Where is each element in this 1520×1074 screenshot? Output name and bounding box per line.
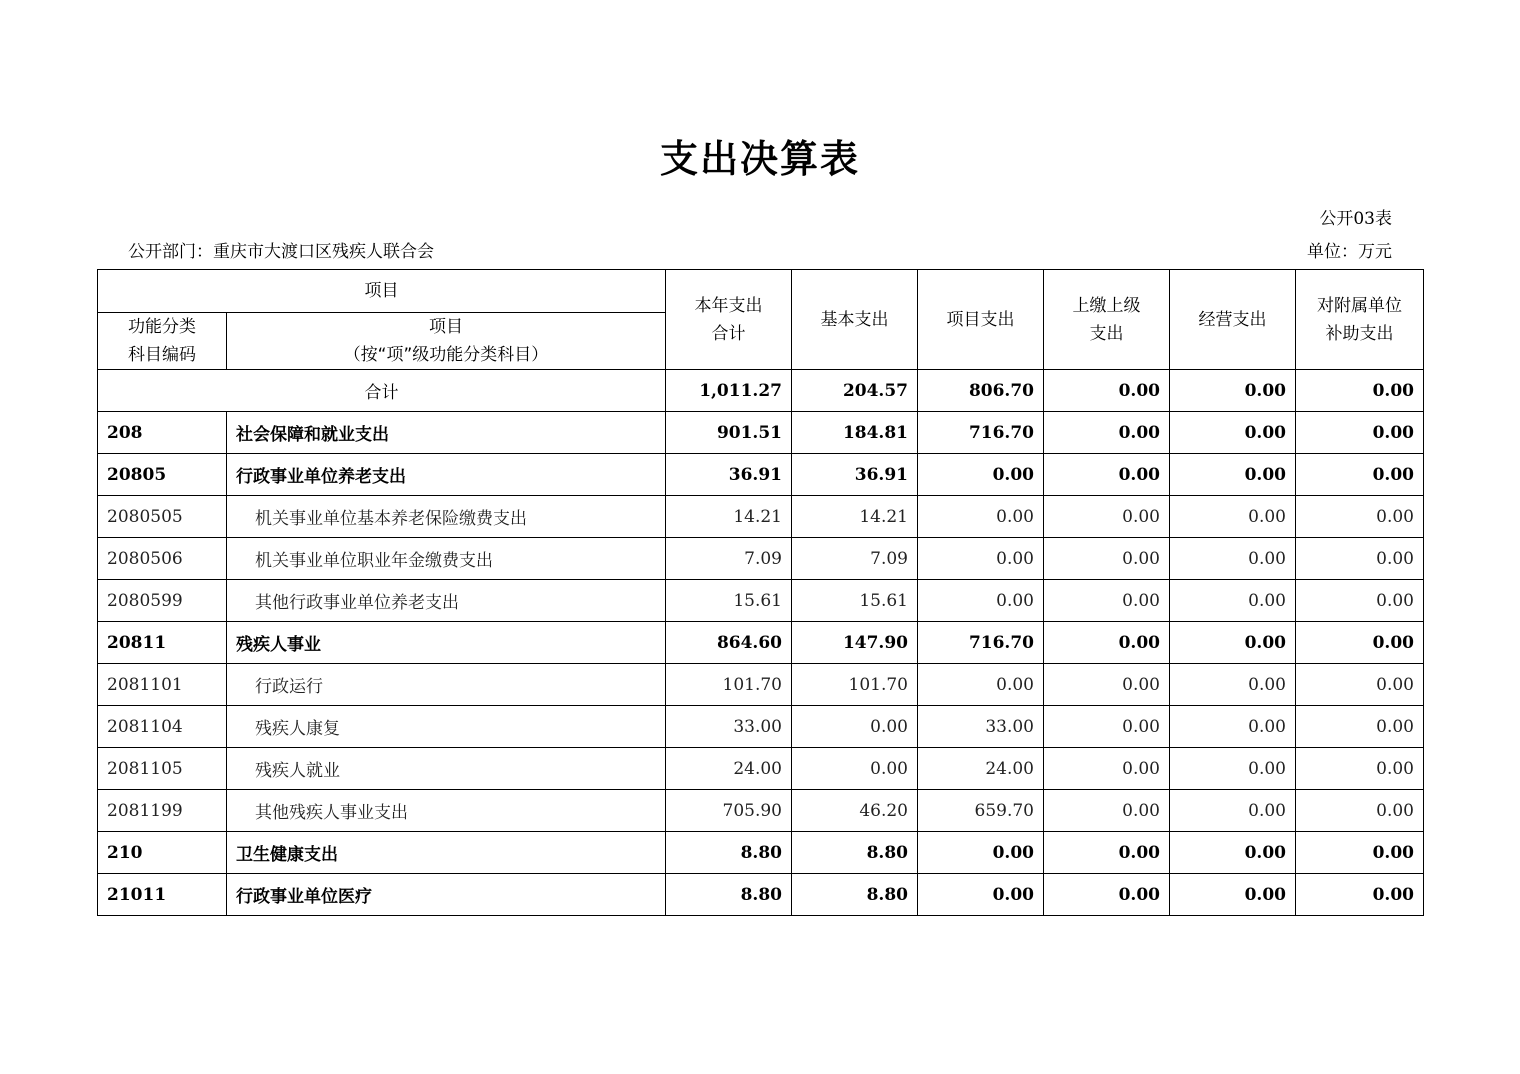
cell-subsidy: 0.00 bbox=[1296, 412, 1424, 454]
unit-label: 单位：万元 bbox=[1307, 242, 1392, 262]
header-total-line1: 本年支出 bbox=[694, 295, 763, 316]
table-row bbox=[98, 790, 1424, 832]
table-row bbox=[98, 706, 1424, 748]
cell-total: 864.60 bbox=[666, 622, 792, 664]
cell-name: 行政事业单位养老支出 bbox=[227, 454, 666, 496]
cell-upper: 0.00 bbox=[1044, 580, 1170, 622]
header-subsidy-line2: 补助支出 bbox=[1325, 323, 1394, 344]
cell-project: 716.70 bbox=[918, 622, 1044, 664]
cell-subsidy: 0.00 bbox=[1296, 580, 1424, 622]
cell-project: 806.70 bbox=[918, 370, 1044, 412]
cell-basic: 7.09 bbox=[792, 538, 918, 580]
cell-business: 0.00 bbox=[1170, 706, 1296, 748]
cell-upper: 0.00 bbox=[1044, 370, 1170, 412]
cell-upper: 0.00 bbox=[1044, 496, 1170, 538]
cell-code: 20811 bbox=[98, 622, 227, 664]
cell-code: 210 bbox=[98, 832, 227, 874]
table-row bbox=[98, 412, 1424, 454]
table-row bbox=[98, 538, 1424, 580]
cell-basic: 0.00 bbox=[792, 706, 918, 748]
cell-total: 8.80 bbox=[666, 832, 792, 874]
cell-upper: 0.00 bbox=[1044, 832, 1170, 874]
cell-name: 行政事业单位医疗 bbox=[227, 874, 666, 916]
header-project: 项目支出 bbox=[918, 270, 1044, 370]
cell-upper: 0.00 bbox=[1044, 790, 1170, 832]
cell-name: 行政运行 bbox=[227, 664, 666, 706]
cell-total: 1,011.27 bbox=[666, 370, 792, 412]
cell-code: 2081199 bbox=[98, 790, 227, 832]
cell-basic: 184.81 bbox=[792, 412, 918, 454]
cell-total: 8.80 bbox=[666, 874, 792, 916]
cell-code: 2080506 bbox=[98, 538, 227, 580]
table-row bbox=[98, 622, 1424, 664]
cell-business: 0.00 bbox=[1170, 580, 1296, 622]
cell-basic: 204.57 bbox=[792, 370, 918, 412]
cell-business: 0.00 bbox=[1170, 832, 1296, 874]
cell-total: 705.90 bbox=[666, 790, 792, 832]
cell-subsidy: 0.00 bbox=[1296, 874, 1424, 916]
cell-business: 0.00 bbox=[1170, 538, 1296, 580]
cell-subsidy: 0.00 bbox=[1296, 622, 1424, 664]
table-row bbox=[98, 580, 1424, 622]
cell-business: 0.00 bbox=[1170, 664, 1296, 706]
header-total-line2: 合计 bbox=[711, 323, 746, 344]
cell-project: 0.00 bbox=[918, 580, 1044, 622]
cell-basic: 46.20 bbox=[792, 790, 918, 832]
cell-total: 7.09 bbox=[666, 538, 792, 580]
cell-upper: 0.00 bbox=[1044, 454, 1170, 496]
cell-business: 0.00 bbox=[1170, 874, 1296, 916]
header-project-group: 项目 bbox=[98, 270, 666, 313]
cell-code: 21011 bbox=[98, 874, 227, 916]
header-total bbox=[666, 270, 792, 370]
cell-project: 0.00 bbox=[918, 832, 1044, 874]
cell-code: 208 bbox=[98, 412, 227, 454]
total-label: 合计 bbox=[98, 370, 666, 412]
cell-total: 15.61 bbox=[666, 580, 792, 622]
cell-basic: 147.90 bbox=[792, 622, 918, 664]
cell-basic: 36.91 bbox=[792, 454, 918, 496]
cell-code: 20805 bbox=[98, 454, 227, 496]
cell-total: 24.00 bbox=[666, 748, 792, 790]
cell-total: 901.51 bbox=[666, 412, 792, 454]
cell-business: 0.00 bbox=[1170, 790, 1296, 832]
cell-code: 2080599 bbox=[98, 580, 227, 622]
cell-project: 0.00 bbox=[918, 496, 1044, 538]
cell-code: 2080505 bbox=[98, 496, 227, 538]
header-item-name-line1: 项目 bbox=[429, 317, 463, 337]
cell-total: 33.00 bbox=[666, 706, 792, 748]
cell-project: 716.70 bbox=[918, 412, 1044, 454]
cell-upper: 0.00 bbox=[1044, 622, 1170, 664]
cell-name: 社会保障和就业支出 bbox=[227, 412, 666, 454]
cell-name: 其他残疾人事业支出 bbox=[227, 790, 666, 832]
table-code: 公开03表 bbox=[1319, 209, 1392, 229]
cell-project: 0.00 bbox=[918, 874, 1044, 916]
cell-project: 0.00 bbox=[918, 454, 1044, 496]
header-func-code-line2: 科目编码 bbox=[128, 345, 196, 365]
cell-name: 其他行政事业单位养老支出 bbox=[227, 580, 666, 622]
table-row bbox=[98, 874, 1424, 916]
cell-name: 机关事业单位职业年金缴费支出 bbox=[227, 538, 666, 580]
cell-basic: 15.61 bbox=[792, 580, 918, 622]
cell-project: 659.70 bbox=[918, 790, 1044, 832]
cell-project: 33.00 bbox=[918, 706, 1044, 748]
cell-business: 0.00 bbox=[1170, 622, 1296, 664]
cell-subsidy: 0.00 bbox=[1296, 706, 1424, 748]
cell-subsidy: 0.00 bbox=[1296, 370, 1424, 412]
header-basic: 基本支出 bbox=[792, 270, 918, 370]
cell-business: 0.00 bbox=[1170, 370, 1296, 412]
table-row bbox=[98, 748, 1424, 790]
cell-subsidy: 0.00 bbox=[1296, 748, 1424, 790]
header-upper-line1: 上缴上级 bbox=[1072, 295, 1141, 316]
cell-name: 残疾人事业 bbox=[227, 622, 666, 664]
cell-name: 残疾人康复 bbox=[227, 706, 666, 748]
cell-upper: 0.00 bbox=[1044, 748, 1170, 790]
cell-code: 2081104 bbox=[98, 706, 227, 748]
cell-subsidy: 0.00 bbox=[1296, 496, 1424, 538]
header-row bbox=[98, 270, 1424, 313]
cell-project: 0.00 bbox=[918, 538, 1044, 580]
header-upper-line2: 支出 bbox=[1089, 323, 1124, 344]
cell-business: 0.00 bbox=[1170, 748, 1296, 790]
header-upper bbox=[1044, 270, 1170, 370]
table-row bbox=[98, 832, 1424, 874]
header-func-code bbox=[98, 313, 227, 370]
header-subsidy bbox=[1296, 270, 1424, 370]
cell-total: 14.21 bbox=[666, 496, 792, 538]
cell-basic: 0.00 bbox=[792, 748, 918, 790]
cell-upper: 0.00 bbox=[1044, 706, 1170, 748]
cell-subsidy: 0.00 bbox=[1296, 538, 1424, 580]
header-subsidy-line1: 对附属单位 bbox=[1317, 295, 1402, 316]
table-row bbox=[98, 496, 1424, 538]
cell-name: 机关事业单位基本养老保险缴费支出 bbox=[227, 496, 666, 538]
header-item-name bbox=[227, 313, 666, 370]
cell-business: 0.00 bbox=[1170, 496, 1296, 538]
header-item-name-line2: （按“项”级功能分类科目） bbox=[343, 345, 549, 365]
cell-project: 0.00 bbox=[918, 664, 1044, 706]
cell-upper: 0.00 bbox=[1044, 412, 1170, 454]
cell-basic: 8.80 bbox=[792, 832, 918, 874]
cell-business: 0.00 bbox=[1170, 454, 1296, 496]
table-row bbox=[98, 454, 1424, 496]
cell-code: 2081105 bbox=[98, 748, 227, 790]
cell-basic: 14.21 bbox=[792, 496, 918, 538]
cell-subsidy: 0.00 bbox=[1296, 454, 1424, 496]
cell-subsidy: 0.00 bbox=[1296, 664, 1424, 706]
cell-total: 101.70 bbox=[666, 664, 792, 706]
header-business: 经营支出 bbox=[1170, 270, 1296, 370]
cell-upper: 0.00 bbox=[1044, 538, 1170, 580]
cell-upper: 0.00 bbox=[1044, 664, 1170, 706]
expenditure-table bbox=[97, 269, 1424, 916]
cell-basic: 8.80 bbox=[792, 874, 918, 916]
cell-name: 残疾人就业 bbox=[227, 748, 666, 790]
header-func-code-line1: 功能分类 bbox=[128, 317, 196, 337]
total-row bbox=[98, 370, 1424, 412]
department-label: 公开部门：重庆市大渡口区残疾人联合会 bbox=[128, 242, 434, 262]
cell-basic: 101.70 bbox=[792, 664, 918, 706]
cell-subsidy: 0.00 bbox=[1296, 790, 1424, 832]
table-row bbox=[98, 664, 1424, 706]
cell-upper: 0.00 bbox=[1044, 874, 1170, 916]
cell-project: 24.00 bbox=[918, 748, 1044, 790]
cell-code: 2081101 bbox=[98, 664, 227, 706]
cell-business: 0.00 bbox=[1170, 412, 1296, 454]
cell-name: 卫生健康支出 bbox=[227, 832, 666, 874]
cell-subsidy: 0.00 bbox=[1296, 832, 1424, 874]
cell-total: 36.91 bbox=[666, 454, 792, 496]
page-title: 支出决算表 bbox=[659, 137, 860, 181]
